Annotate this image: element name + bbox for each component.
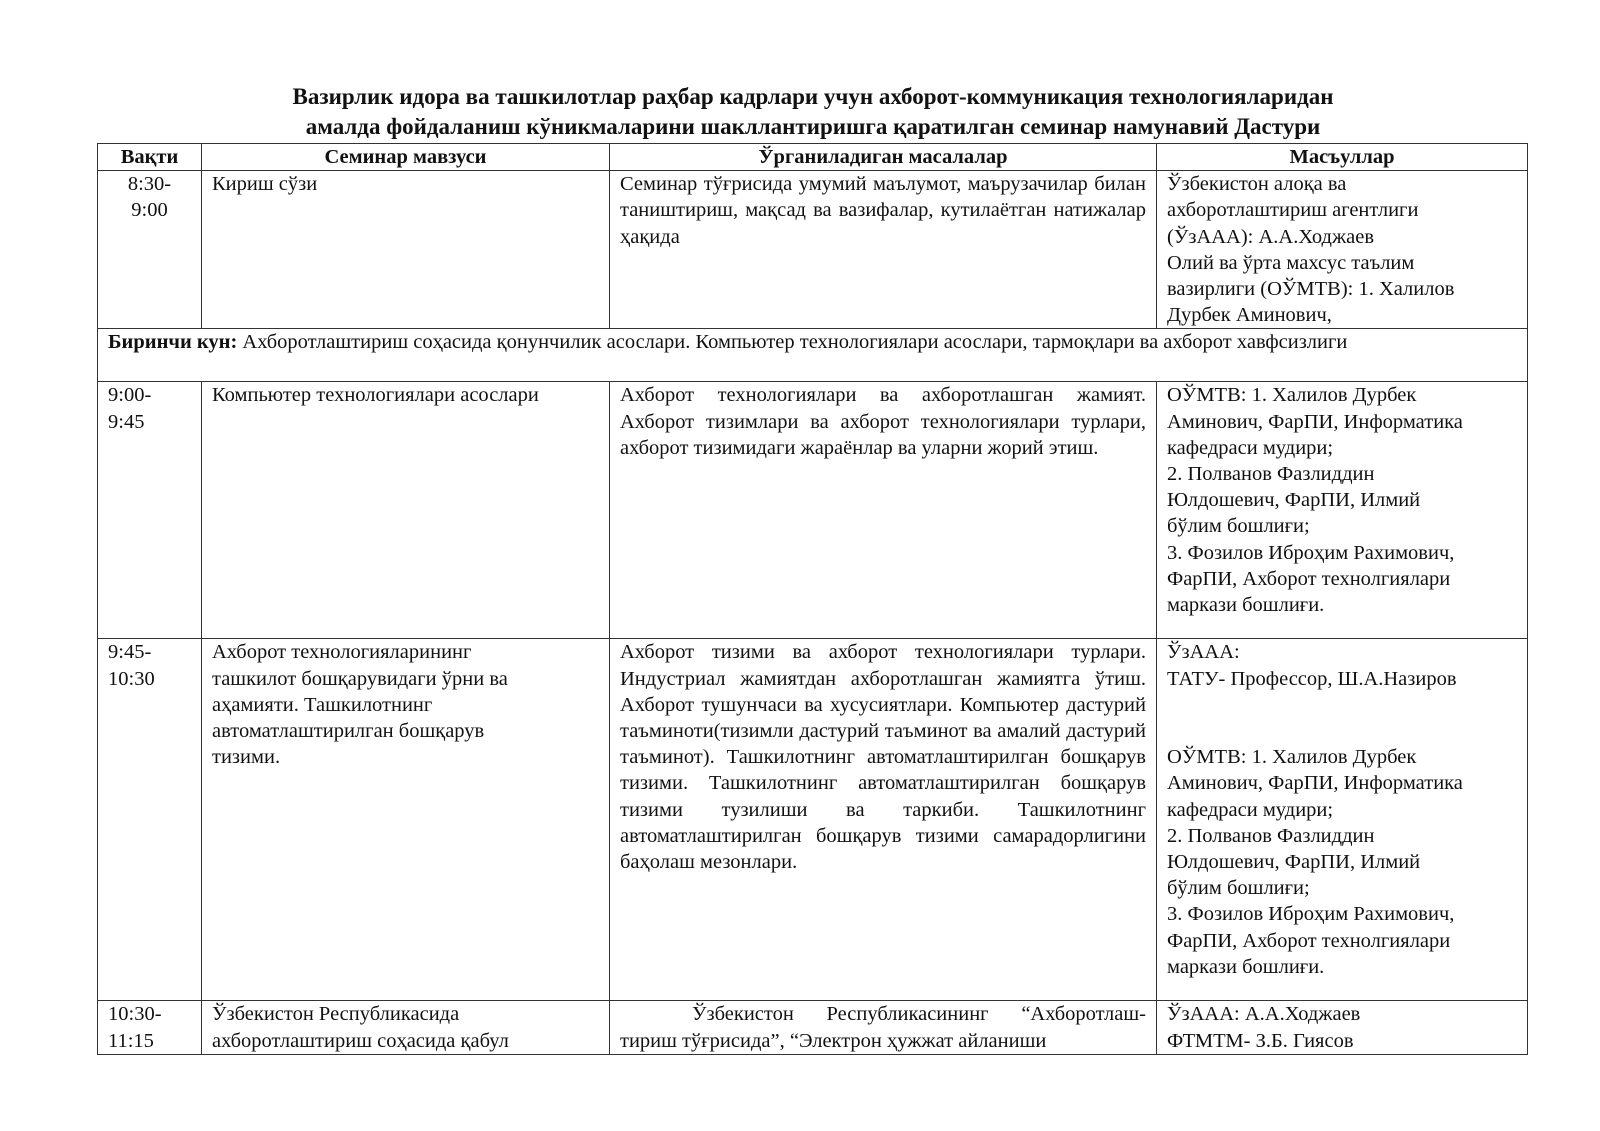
topic-cell: Компьютер технологиялари асослари <box>202 382 610 639</box>
document-title-line-1: Вазирлик идора ва ташкилотлар раҳбар кадрлари учун ахборот-коммуникация технологияларидан <box>292 84 1334 109</box>
time-cell: 9:45- 10:30 <box>98 639 202 1001</box>
table-header-row <box>98 144 1528 171</box>
table-row <box>98 1001 1528 1054</box>
issues-cell: Ахборот тизими ва ахборот технологиялари турлари. Индустриал жамиятдан ахборотлашган жамиятга ўтиш. Ахборот тушунчаси ва хусусиятлари. Компьютер дастурий таъминоти(тизимли дастурий таъминот ва амалий дастурий таъминот). Ташкилотнинг автоматлаштирилган бошқарув тизими. Ташкилотнинг автоматлаштирилган бошқарув тизими тузилиши ва таркиби. Ташкилотнинг автоматлаштирилган бошқарув тизими самарадорлигини баҳолаш мезонлари. <box>610 639 1157 1001</box>
time-cell: 9:00- 9:45 <box>98 382 202 639</box>
table-row <box>98 382 1528 639</box>
table-row <box>98 171 1528 329</box>
seminar-program-table <box>97 143 1528 1055</box>
time-cell: 10:30- 11:15 <box>98 1001 202 1054</box>
time-cell: 8:30- 9:00 <box>98 171 202 329</box>
header-time: Вақти <box>98 144 202 171</box>
issues-cell: Ахборот технологиялари ва ахборотлашган жамият. Ахборот тизимлари ва ахборот технологиялари турлари, ахборот тизимидаги жараёнлар ва уларни жорий этиш. <box>610 382 1157 639</box>
responsible-cell: Ўзбекистон алоқа ва ахборотлаштириш агентлиги (ЎзААА): А.А.Ходжаев Олий ва ўрта махсус таълим вазирлиги (ОЎМТВ): 1. Халилов Дурбек Аминович, <box>1157 171 1528 329</box>
responsible-cell: ЎзААА: А.А.Ходжаев ФТМТМ- З.Б. Гиясов <box>1157 1001 1528 1054</box>
day-label: Биринчи кун: <box>108 331 238 354</box>
topic-cell: Кириш сўзи <box>202 171 610 329</box>
day-heading-row <box>98 329 1528 382</box>
header-topic: Семинар мавзуси <box>202 144 610 171</box>
header-issues: Ўрганиладиган масалалар <box>610 144 1157 171</box>
responsible-cell: ОЎМТВ: 1. Халилов Дурбек Аминович, ФарПИ, Информатика кафедраси мудири; 2. Полванов Фазлиддин Юлдошевич, ФарПИ, Илмий бўлим бошлиғи; 3. Фозилов Иброҳим Рахимович, ФарПИ, Ахборот технолгиялари маркази бошлиғи. <box>1157 382 1528 639</box>
day-heading-cell <box>98 329 1528 382</box>
issues-cell: Семинар тўғрисида умумий маълумот, маърузачилар билан таништириш, мақсад ва вазифалар, кутилаётган натижалар ҳақида <box>610 171 1157 329</box>
header-responsible: Масъуллар <box>1157 144 1528 171</box>
table-row <box>98 639 1528 1001</box>
document-title-line-2: амалда фойдаланиш кўникмаларини шакллантиришга қаратилган семинар намунавий Дастури <box>305 114 1321 139</box>
issues-cell: Ўзбекистон Республикасининг “Ахборотлаш-тириш тўғрисида”, “Электрон ҳужжат айланиши <box>610 1001 1157 1054</box>
topic-cell: Ўзбекистон Республикасида ахборотлаштириш соҳасида қабул <box>202 1001 610 1054</box>
day-description: Ахборотлаштириш соҳасида қонунчилик асослари. Компьютер технологиялари асослари, тармоқлари ва ахборот хавфсизлиги <box>237 331 1348 354</box>
responsible-cell: ЎзААА: ТАТУ- Профессор, Ш.А.Назиров ОЎМТВ: 1. Халилов Дурбек Аминович, ФарПИ, Информатика кафедраси мудири; 2. Полванов Фазлиддин Юлдошевич, ФарПИ, Илмий бўлим бошлиғи; 3. Фозилов Иброҳим Рахимович, ФарПИ, Ахборот технолгиялари маркази бошлиғи. <box>1157 639 1528 1001</box>
topic-cell: Ахборот технологияларининг ташкилот бошқарувидаги ўрни ва аҳамияти. Ташкилотнинг автоматлаштирилган бошқарув тизими. <box>202 639 610 1001</box>
